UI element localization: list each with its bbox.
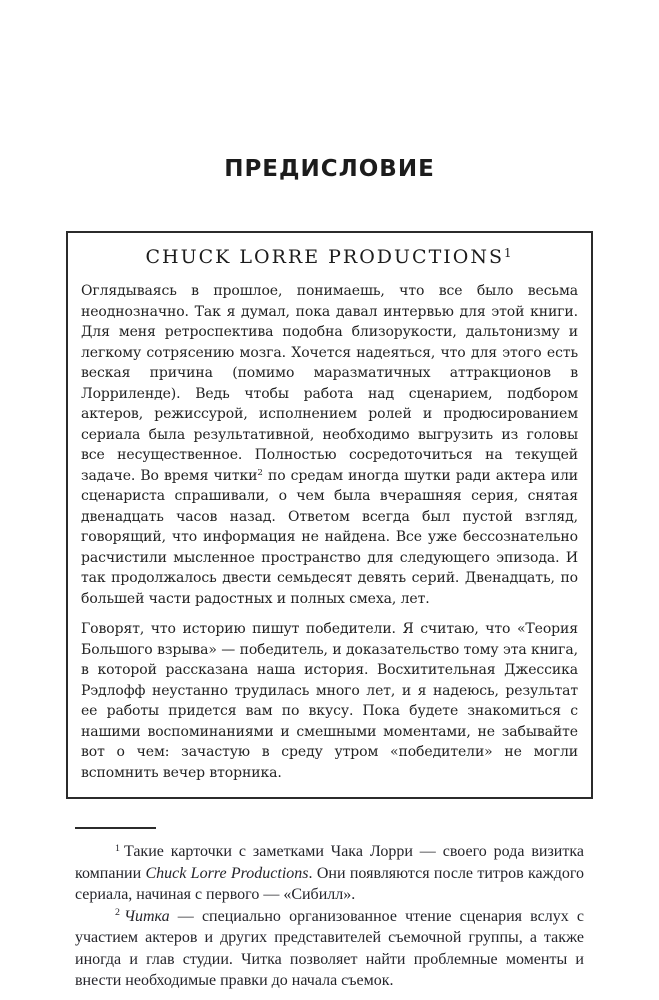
footnote-1-text-a: Такие карточки с заметками Чака Лорри — своего рода визитка компании (75, 843, 584, 882)
page-title: ПРЕДИСЛОВИЕ (224, 156, 435, 182)
footnote-2: $^2$ Читка — специально организованное чтение сценария вслух с участием актеров и других представителей съемочной группы, а также иногда и глав студии. Читка позволяет найти проблемные моменты и внести необходимые правки до начала съемок. (75, 907, 584, 989)
footnote-1-company-name: Chuck Lorre Productions (145, 864, 309, 882)
footnote-2-text: — специально организованное чтение сценария вслух с участием актеров и других представителей съемочной группы, а также иногда и глав студии. Читка позволяет найти проблемные моменты и внести необходимые правки до начала съемок. (75, 907, 584, 989)
card-paragraph-1: Оглядываясь в прошлое, понимаешь, что все было весьма неоднозначно. Так я думал, пока давал интервью для этой книги. Для меня ретроспектива подобна близорукости, дальтонизму и легкому сотрясению мозга. Хочется надеяться, что для этого есть веская причина (помимо маразматичных аттракционов в Лорриленде). Ведь чтобы работа над сценарием, подбором актеров, режиссурой, исполнением ролей и продюсированием сериала была результативной, необходимо выгрузить из головы все несущественное. Полностью сосредоточиться на текущей задаче. Во время читки$^2$ по средам иногда шутки ради актера или сценариста спрашивали, о чем была вчерашняя серия, снятая двенадцать часов назад. Ответом всегда был пустой взгляд, говорящий, что информация не найдена. Все уже бессознательно расчистили мысленное пространство для следующего эпизода. И так продолжалось двести семьдесят девять серий. Двенадцать, по большей части радостных и полных смеха, лет. (81, 283, 578, 607)
footnote-1-text-b: . Они появляются после титров каждого сериала, начиная с первого — «Сибилл». (75, 864, 584, 903)
chuck-lorre-productions-card (66, 231, 593, 799)
card-title: CHUCK LORRE PRODUCTIONS$^1$ (145, 246, 514, 268)
card-paragraph-1-text-b: по средам иногда шутки ради актера или сценариста спрашивали, о чем была вчерашняя серия, снятая двенадцать часов назад. Ответом всегда был пустой взгляд, говорящий, что информация не найдена. Все уже бессознательно расчистили мысленное пространство для следующего эпизода. И так продолжалось двести семьдесят девять серий. Двенадцать, по большей части радостных и полных смеха, лет. (81, 467, 578, 607)
footnote-1: $^1$ Такие карточки с заметками Чака Лорри — своего рода визитка компании Chuck Lorre Productions. Они появляются после титров каждого сериала, начиная с первого — «Сибилл». (75, 842, 584, 903)
card-paragraph-2: Говорят, что историю пишут победители. Я считаю, что «Теория Большого взрыва» — победитель, и доказательство тому эта книга, в которой рассказана наша история. Восхитительная Джессика Рэдлофф неустанно трудилась много лет, и я надеюсь, результат ее работы придется вам по вкусу. Пока будете знакомиться с нашими воспоминаниями и смешными моментами, не забывайте вот о чем: зачастую в среду утром «победители» не могли вспомнить вечер вторника. (81, 621, 578, 781)
footnote-2-term: Читка (123, 907, 170, 925)
card-title-text: CHUCK LORRE PRODUCTIONS (145, 246, 504, 268)
card-paragraph-1-text-a: Оглядываясь в прошлое, понимаешь, что все было весьма неоднозначно. Так я думал, пока давал интервью для этой книги. Для меня ретроспектива подобна близорукости, дальтонизму и легкому сотрясению мозга. Хочется надеяться, что для этого есть веская причина (помимо маразматичных аттракционов в Лорриленде). Ведь чтобы работа над сценарием, подбором актеров, режиссурой, исполнением ролей и продюсированием сериала была результативной, необходимо выгрузить из головы все несущественное. Полностью сосредоточиться на текущей задаче. Во время читки (81, 283, 578, 484)
footnote-separator (75, 827, 156, 829)
footnotes-section (75, 827, 584, 992)
